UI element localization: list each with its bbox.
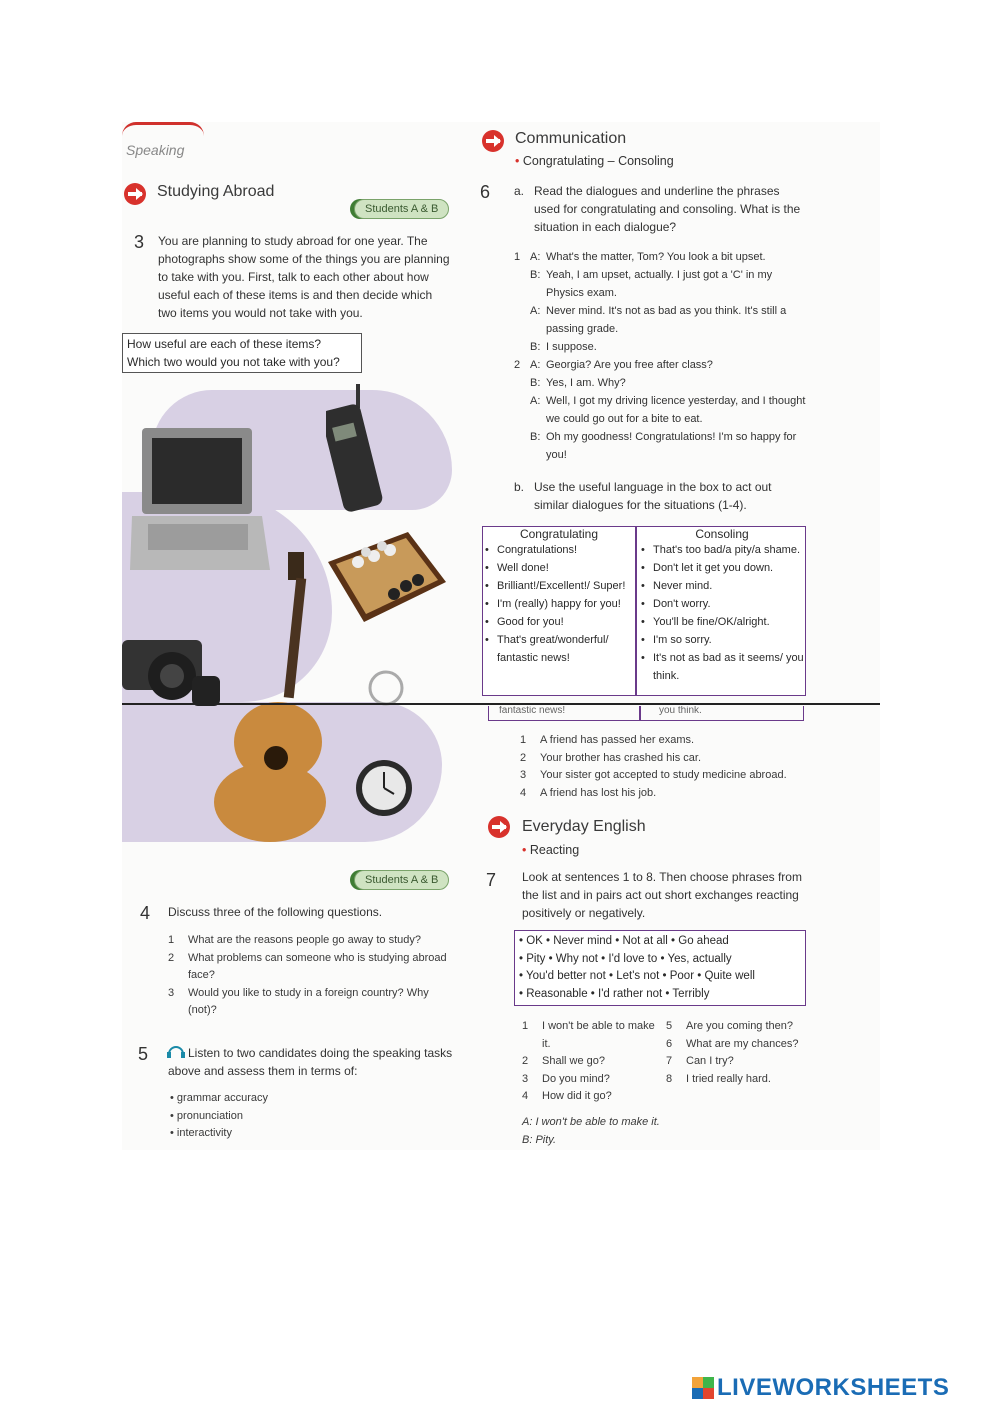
dialogues: [514, 248, 806, 464]
useful-language-table: [482, 526, 806, 696]
dialogue-line: B: Yes, I am. Why?: [530, 377, 626, 389]
exercise-4-intro: Discuss three of the following questions.: [168, 905, 383, 919]
exercise-number: 6: [480, 182, 491, 202]
arrow-icon: [488, 816, 510, 838]
question-box: [122, 333, 362, 373]
dialogue-line: 2 A: Georgia? Are you free after class?: [514, 359, 713, 371]
sentences-left: 1 I won't be able to make it. 2 Shall we go? 3 Do you mind? 4 How did it go?: [522, 1020, 655, 1102]
section-title-everyday-english: Everyday English: [522, 818, 646, 835]
dialogue-line: B: I suppose.: [530, 341, 597, 353]
table-fragment: fantastic news! you think.: [488, 706, 804, 721]
arrow-icon: [482, 130, 504, 152]
sentences-right: 5 Are you coming then? 6 What are my chances? 7 Can I try? 8 I tried really hard.: [666, 1020, 799, 1085]
mobile-phone-icon: [326, 384, 386, 514]
students-badge: Students A & B: [354, 199, 449, 219]
exercise-5-list: • grammar accuracy • pronunciation • interactivity: [170, 1092, 268, 1139]
liveworksheets-icon: [692, 1377, 714, 1399]
dialogue-line: A: Never mind. It's not as bad as you think. It's still a passing grade.: [530, 305, 787, 335]
exercise-3-text: You are planning to study abroad for one year. The photographs show some of the things you are planning to take with you. First, talk to each other about how useful each of these items is and then decide which two items you would not take with you.: [158, 234, 450, 320]
dialogue-line: 1 A: What's the matter, Tom? You look a bit upset.: [514, 251, 766, 263]
phrases-box: • OK • Never mind • Not at all • Go ahead • Pity • Why not • I'd love to • Yes, actually • You'd better not • Let's not • Poor • Quite well • Reasonable • I'd rather not • Terribly: [514, 930, 806, 1006]
consoling-column: Consoling • That's too bad/a pity/a shame. • Don't let it get you down. • Never mind. • Don't worry. • You'll be fine/OK/alright. • I'm so sorry. • It's not as bad as it seems/ you think.: [639, 527, 805, 685]
section-label: Speaking: [126, 142, 185, 158]
exercise-7-text: Look at sentences 1 to 8. Then choose phrases from the list and in pairs act out short exchanges reacting positively or negatively.: [522, 870, 802, 920]
exercise-4-list: 1 What are the reasons people go away to study? 2 What problems can someone who is studying abroad face? 3 Would you like to study in a foreign country? Why (not)?: [168, 934, 447, 1016]
section-title-studying-abroad: Studying Abroad: [157, 183, 275, 200]
question-1: How useful are each of these items?: [127, 337, 322, 351]
column-header: Consoling: [695, 527, 749, 541]
part-label: b.: [514, 480, 525, 494]
dialogue-line: B: Oh my goodness! Congratulations! I'm so happy for you!: [530, 431, 797, 461]
exercise-number: 7: [486, 870, 497, 890]
example-line-b: B: Pity.: [522, 1134, 557, 1146]
section-subtitle: • Reacting: [522, 843, 580, 857]
page-join-divider: [122, 703, 880, 705]
column-header: Congratulating: [519, 527, 599, 541]
section-title-communication: Communication: [515, 130, 627, 147]
section-subtitle: • Congratulating – Consoling: [515, 154, 674, 168]
question-2: Which two would you not take with you?: [127, 355, 340, 369]
exercise-5-text: Listen to two candidates doing the speaking tasks above and assess them in terms of:: [168, 1046, 453, 1078]
exercise-6a-text: Read the dialogues and underline the phrases used for congratulating and consoling. What is the situation in each dialogue?: [534, 184, 801, 234]
exercise-number: 5: [138, 1044, 149, 1064]
students-badge-2: Students A & B: [354, 870, 449, 890]
alarm-clock-icon: [346, 670, 426, 830]
arrow-icon: [124, 183, 146, 205]
example-line-a: A: I won't be able to make it.: [522, 1116, 660, 1128]
scanned-page: [122, 122, 880, 1150]
dialogue-line: A: Well, I got my driving licence yesterday, and I thought we could go out for a bite to eat.: [530, 395, 806, 425]
exercise-number: 4: [140, 903, 151, 923]
exercise-number: 3: [134, 232, 145, 252]
liveworksheets-logo: [692, 1374, 949, 1402]
brand-name: LIVEWORKSHEETS: [717, 1374, 950, 1401]
camera-icon: [122, 620, 222, 710]
guitar-icon: [208, 552, 348, 842]
congratulating-column: Congratulating • Congratulations! • Well done! • Brilliant!/Excellent!/ Super! • I'm (really) happy for you! • Good for you! • That's great/wonderful/ fantastic news!: [483, 527, 635, 667]
situations-list: 1 A friend has passed her exams. 2 Your brother has crashed his car. 3 Your sister got accepted to study medicine abroad. 4 A friend has lost his job.: [520, 734, 787, 799]
dialogue-line: B: Yeah, I am upset, actually. I just got a 'C' in my Physics exam.: [530, 269, 773, 299]
exercise-6b-text: Use the useful language in the box to act out similar dialogues for the situations (1-4).: [534, 480, 772, 512]
part-label: a.: [514, 184, 525, 198]
